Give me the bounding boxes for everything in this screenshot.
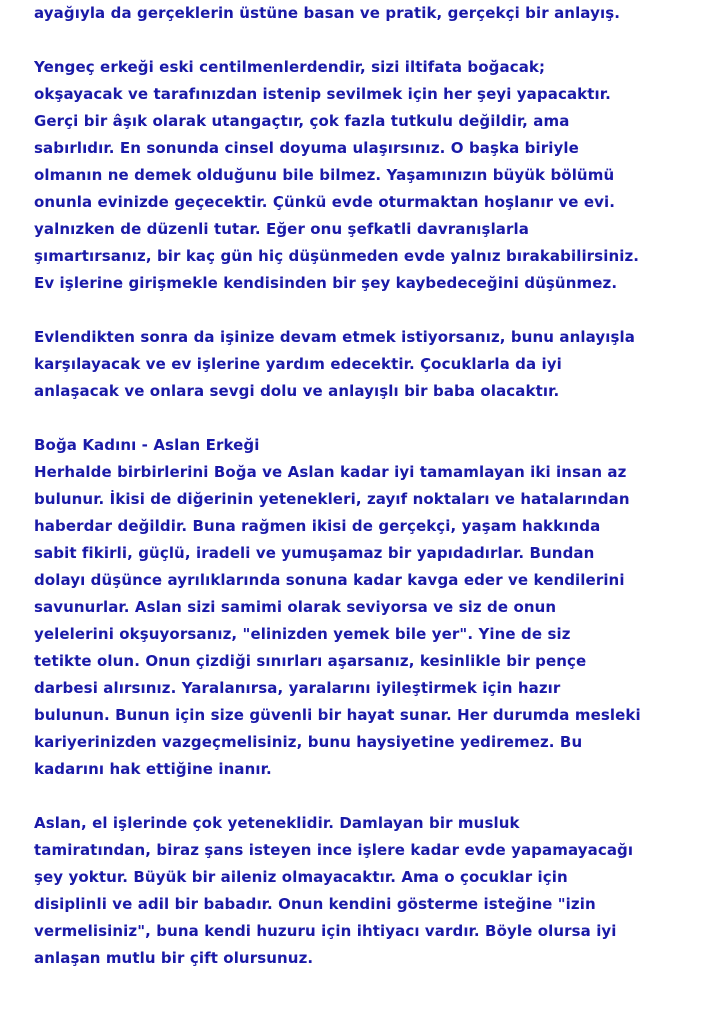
text-line: vermelisiniz", buna kendi huzuru için ihtiyacı vardır. Böyle olursa iyi (34, 922, 617, 940)
text-line: bulunur. İkisi de diğerinin yetenekleri, zayıf noktaları ve hatalarından (34, 490, 630, 508)
text-line: yalnızken de düzenli tutar. Eğer onu şefkatli davranışlarla (34, 220, 529, 238)
text-line: sabırlıdır. En sonunda cinsel doyuma ulaşırsınız. O başka biriyle (34, 139, 579, 157)
text-line: tamiratından, biraz şans isteyen ince işlere kadar evde yapamayacağı (34, 841, 634, 859)
text-line: darbesi alırsınız. Yaralanırsa, yaralarını iyileştirmek için hazır (34, 679, 561, 697)
text-line: olmanın ne demek olduğunu bile bilmez. Yaşamınızın büyük bölümü (34, 166, 615, 184)
text-line: haberdar değildir. Buna rağmen ikisi de gerçekçi, yaşam hakkında (34, 517, 601, 535)
text-line: ayağıyla da gerçeklerin üstüne basan ve pratik, gerçekçi bir anlayış. (34, 4, 621, 22)
text-line: karşılayacak ve ev işlerine yardım edecektir. Çocuklarla da iyi (34, 355, 562, 373)
paragraph-gap (34, 297, 714, 324)
text-line: dolayı düşünce ayrılıklarında sonuna kadar kavga eder ve kendilerini (34, 571, 625, 589)
text-line: Evlendikten sonra da işinize devam etmek istiyorsanız, bunu anlayışla (34, 328, 636, 346)
paragraph-intro-continuation (34, 0, 714, 27)
section-heading: Boğa Kadını - Aslan Erkeği (34, 436, 260, 454)
text-line: bulunun. Bunun için size güvenli bir hayat sunar. Her durumda mesleki (34, 706, 641, 724)
paragraph-yengec-erkegi (34, 54, 714, 297)
paragraph-aslan-el-isleri (34, 810, 714, 972)
text-line: Ev işlerine girişmekle kendisinden bir şey kaybedeceğini düşünmez. (34, 274, 618, 292)
document-body (34, 0, 714, 972)
text-line: anlaşan mutlu bir çift olursunuz. (34, 949, 314, 967)
paragraph-evlendikten-sonra (34, 324, 714, 405)
text-line: Yengeç erkeği eski centilmenlerdendir, sizi iltifata boğacak; (34, 58, 546, 76)
text-line: şımartırsanız, bir kaç gün hiç düşünmeden evde yalnız bırakabilirsiniz. (34, 247, 640, 265)
text-line: okşayacak ve tarafınızdan istenip sevilmek için her şeyi yapacaktır. (34, 85, 611, 103)
paragraph-gap (34, 783, 714, 810)
text-line: yelelerini okşuyorsanız, "elinizden yemek bile yer". Yine de siz (34, 625, 571, 643)
text-line: onunla evinizde geçecektir. Çünkü evde oturmaktan hoşlanır ve evi. (34, 193, 616, 211)
text-line: kadarını hak ettiğine inanır. (34, 760, 272, 778)
text-line: Gerçi bir âşık olarak utangaçtır, çok fazla tutkulu değildir, ama (34, 112, 570, 130)
section-boga-kadini-aslan-erkegi (34, 432, 714, 783)
text-line: tetikte olun. Onun çizdiği sınırları aşarsanız, kesinlikle bir pençe (34, 652, 587, 670)
text-line: Herhalde birbirlerini Boğa ve Aslan kadar iyi tamamlayan iki insan az (34, 463, 627, 481)
text-line: anlaşacak ve onlara sevgi dolu ve anlayışlı bir baba olacaktır. (34, 382, 560, 400)
text-line: sabit fikirli, güçlü, iradeli ve yumuşamaz bir yapıdadırlar. Bundan (34, 544, 595, 562)
text-line: disiplinli ve adil bir babadır. Onun kendini gösterme isteğine "izin (34, 895, 596, 913)
text-line: kariyerinizden vazgeçmelisiniz, bunu haysiyetine yediremez. Bu (34, 733, 583, 751)
text-line: savunurlar. Aslan sizi samimi olarak seviyorsa ve siz de onun (34, 598, 557, 616)
paragraph-gap (34, 405, 714, 432)
text-line: şey yoktur. Büyük bir aileniz olmayacaktır. Ama o çocuklar için (34, 868, 568, 886)
paragraph-gap (34, 27, 714, 54)
text-line: Aslan, el işlerinde çok yeteneklidir. Damlayan bir musluk (34, 814, 520, 832)
